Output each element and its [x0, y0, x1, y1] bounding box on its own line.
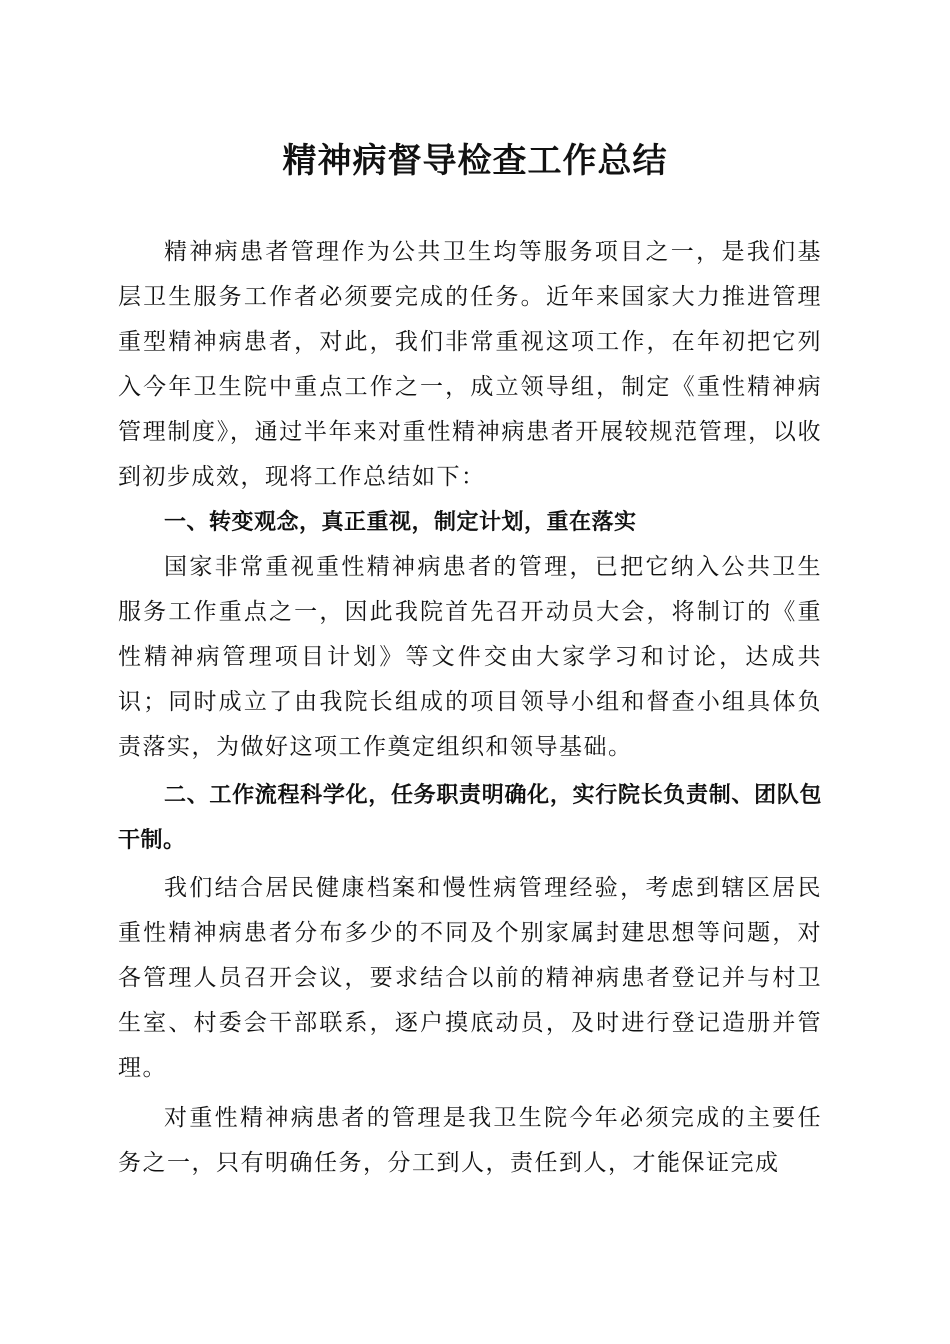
- section-heading-1: 一、转变观念，真正重视，制定计划，重在落实: [164, 510, 637, 535]
- document-body: [118, 230, 822, 1186]
- intro-paragraph: 精神病患者管理作为公共卫生均等服务项目之一，是我们基层卫生服务工作者必须要完成的任务。近年来国家大力推进管理重型精神病患者，对此，我们非常重视这项工作，在年初把它列入今年卫生院中重点工作之一，成立领导组，制定《重性精神病管理制度》，通过半年来对重性精神病患者开展较规范管理，以收到初步成效，现将工作总结如下：: [118, 239, 822, 490]
- section-2-paragraph-a: 我们结合居民健康档案和慢性病管理经验，考虑到辖区居民重性精神病患者分布多少的不同及个别家属封建思想等问题，对各管理人员召开会议，要求结合以前的精神病患者登记并与村卫生室、村委会干部联系，逐户摸底动员，及时进行登记造册并管理。: [118, 875, 822, 1081]
- section-heading-2: 二、工作流程科学化，任务职责明确化，实行院长负责制、团队包干制。: [118, 783, 822, 853]
- document-title: 精神病督导检查工作总结: [282, 141, 668, 181]
- section-2-paragraph-b: 对重性精神病患者的管理是我卫生院今年必须完成的主要任务之一，只有明确任务，分工到人，责任到人，才能保证完成: [118, 1105, 822, 1176]
- section-1-paragraph: 国家非常重视重性精神病患者的管理，已把它纳入公共卫生服务工作重点之一，因此我院首先召开动员大会，将制订的《重性精神病管理项目计划》等文件交由大家学习和讨论，达成共识；同时成立了由我院长组成的项目领导小组和督查小组具体负责落实，为做好这项工作奠定组织和领导基础。: [118, 554, 822, 760]
